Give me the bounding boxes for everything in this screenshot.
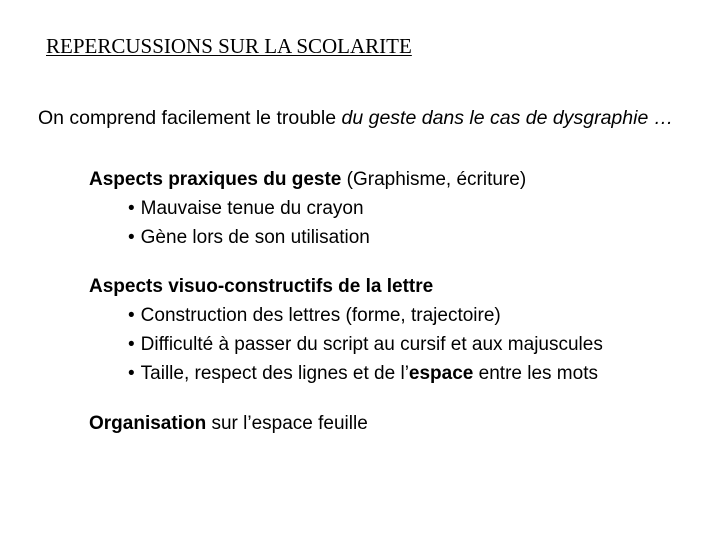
section-heading: [89, 272, 603, 301]
bullet-icon: •: [128, 334, 135, 355]
section-heading-rest: (Graphisme, écriture): [341, 169, 527, 190]
list-item: [128, 194, 526, 223]
list-item: [128, 301, 603, 330]
list-item: [128, 223, 526, 252]
section-heading-bold: Aspects visuo-constructifs de la lettre: [89, 276, 434, 297]
section-heading-rest: sur l’espace feuille: [206, 413, 368, 434]
list-item-text: Difficulté à passer du script au cursif et aux majuscules: [140, 334, 603, 355]
slide-title: REPERCUSSIONS SUR LA SCOLARITE: [46, 34, 412, 58]
list-item: [128, 359, 603, 388]
section-heading: [89, 409, 368, 438]
list-item-text: Mauvaise tenue du crayon: [140, 198, 364, 219]
bullet-icon: •: [128, 305, 135, 326]
section-visuo-constructive-aspects: [89, 272, 603, 388]
list-item-bold: espace: [408, 363, 474, 384]
intro-text: On comprend facilement le trouble: [38, 106, 342, 129]
list-item: [128, 330, 603, 359]
list-item-text-after: entre les mots: [473, 363, 598, 384]
intro-paragraph: [38, 104, 688, 132]
bullet-list: [89, 301, 603, 388]
list-item-text: Construction des lettres (forme, trajectoire): [140, 305, 501, 326]
section-heading-bold: Organisation: [89, 413, 207, 434]
bullet-icon: •: [128, 227, 135, 248]
section-praxic-aspects: [89, 165, 526, 252]
bullet-icon: •: [128, 198, 135, 219]
list-item-text: Gène lors de son utilisation: [140, 227, 370, 248]
section-organisation: [89, 409, 368, 438]
bullet-list: [89, 194, 526, 252]
list-item-text: Taille, respect des lignes et de l’: [140, 363, 409, 384]
section-heading-bold: Aspects praxiques du geste: [89, 169, 342, 190]
bullet-icon: •: [128, 363, 135, 384]
intro-italic: du geste dans le cas de dysgraphie …: [341, 106, 674, 129]
section-heading: [89, 165, 526, 194]
